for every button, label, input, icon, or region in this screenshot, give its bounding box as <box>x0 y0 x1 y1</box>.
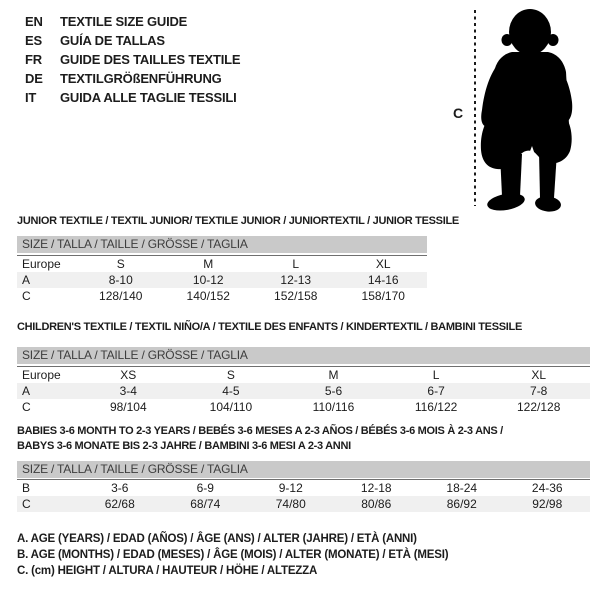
size-cell: 104/110 <box>209 400 253 414</box>
legend-height: C. (cm) HEIGHT / ALTURA / HAUTEUR / HÖHE / ALTEZZA <box>17 565 318 577</box>
size-cell: 5-6 <box>324 384 343 398</box>
size-cell: 8-10 <box>108 273 133 287</box>
size-cell: 140/152 <box>186 289 230 303</box>
size-cell: M <box>328 368 339 382</box>
language-label: GUÍA DE TALLAS <box>60 33 165 48</box>
children-section <box>17 320 590 415</box>
babies-size-header: SIZE / TALLA / TAILLE / GRÖSSE / TAGLIA <box>17 461 590 478</box>
size-cell: 18-24 <box>446 481 478 495</box>
size-cell: 3-4 <box>119 384 137 398</box>
legend-age-years: A. AGE (YEARS) / EDAD (AÑOS) / ÂGE (ANS) / ALTER (JAHRE) / ETÀ (ANNI) <box>17 533 417 545</box>
size-cell: 122/128 <box>516 400 561 414</box>
language-label: GUIDA ALLE TAGLIE TESSILI <box>60 90 237 105</box>
size-cell: S <box>226 368 235 382</box>
size-cell: 62/68 <box>104 497 135 511</box>
junior-size-header: SIZE / TALLA / TAILLE / GRÖSSE / TAGLIA <box>17 236 427 253</box>
size-cell: 74/80 <box>275 497 306 511</box>
table-row <box>17 367 590 384</box>
children-size-header: SIZE / TALLA / TAILLE / GRÖSSE / TAGLIA <box>17 347 590 364</box>
size-cell: M <box>203 257 214 271</box>
height-c-label: C <box>453 105 464 121</box>
language-code: ES <box>25 33 42 48</box>
table-row <box>17 288 427 304</box>
language-header <box>25 12 240 107</box>
row-label: C <box>22 400 31 414</box>
row-label: B <box>22 481 31 495</box>
junior-size-table <box>17 255 427 304</box>
babies-table-title-line2: BABYS 3-6 MONATE BIS 2-3 JAHRE / BAMBINI 3-6 MESI A 2-3 ANNI <box>17 440 351 452</box>
language-code: EN <box>25 14 43 29</box>
language-label: GUIDE DES TAILLES TEXTILE <box>60 52 241 67</box>
language-row-de <box>25 69 240 88</box>
language-label: TEXTILGRÖßENFÜHRUNG <box>60 71 222 86</box>
junior-table-title: JUNIOR TEXTILE / TEXTIL JUNIOR/ TEXTILE JUNIOR / JUNIORTEXTIL / JUNIOR TESSILE <box>17 215 459 227</box>
row-label: A <box>22 384 31 398</box>
size-cell: 6-7 <box>427 384 445 398</box>
size-cell: 92/98 <box>532 497 563 511</box>
table-row <box>17 496 590 512</box>
size-cell: 24-36 <box>531 481 563 495</box>
language-code: IT <box>25 90 37 105</box>
size-cell: 116/122 <box>414 400 458 414</box>
language-row-es <box>25 31 240 50</box>
language-code: FR <box>25 52 42 67</box>
size-cell: 68/74 <box>190 497 221 511</box>
size-cell: XL <box>375 257 391 271</box>
children-size-table <box>17 366 590 415</box>
language-code: DE <box>25 71 43 86</box>
table-row <box>17 272 427 288</box>
row-label: Europe <box>22 368 61 382</box>
size-cell: 4-5 <box>222 384 240 398</box>
size-cell: S <box>116 257 125 271</box>
size-cell: 6-9 <box>196 481 214 495</box>
legend <box>17 531 448 579</box>
size-cell: 80/86 <box>361 497 392 511</box>
size-cell: 14-16 <box>367 273 399 287</box>
language-row-en <box>25 12 240 31</box>
row-label: A <box>22 273 31 287</box>
size-cell: 110/116 <box>312 400 355 414</box>
size-cell: XL <box>531 368 547 382</box>
row-label: Europe <box>22 257 61 271</box>
size-cell: 128/140 <box>99 289 143 303</box>
size-cell: L <box>292 257 300 271</box>
babies-section <box>17 424 590 512</box>
legend-age-months: B. AGE (MONTHS) / EDAD (MESES) / ÂGE (MOIS) / ALTER (MONATE) / ETÀ (MESI) <box>17 549 449 561</box>
size-cell: 10-12 <box>192 273 224 287</box>
size-cell: XS <box>120 368 137 382</box>
babies-size-table <box>17 479 590 512</box>
language-row-it <box>25 88 240 107</box>
language-label: TEXTILE SIZE GUIDE <box>60 14 188 29</box>
toddler-figure <box>481 9 572 213</box>
table-row <box>17 383 590 399</box>
row-label: C <box>22 289 31 303</box>
row-label: C <box>22 497 31 511</box>
size-cell: 3-6 <box>111 481 129 495</box>
children-table-title: CHILDREN'S TEXTILE / TEXTIL NIÑO/A / TEXTILE DES ENFANTS / KINDERTEXTIL / BAMBINI TESSILE <box>17 321 522 333</box>
size-cell: 9-12 <box>278 481 303 495</box>
size-cell: 12-18 <box>360 481 392 495</box>
language-row-fr <box>25 50 240 69</box>
junior-section <box>17 214 459 304</box>
table-row <box>17 480 590 497</box>
baby-silhouette <box>440 4 590 214</box>
table-row <box>17 399 590 415</box>
size-cell: 158/170 <box>361 289 405 303</box>
size-cell: 86/92 <box>446 497 477 511</box>
size-cell: L <box>432 368 440 382</box>
table-row <box>17 256 427 273</box>
size-cell: 152/158 <box>274 289 318 303</box>
size-cell: 98/104 <box>109 400 147 414</box>
babies-table-title-line1: BABIES 3-6 MONTH TO 2-3 YEARS / BEBÉS 3-6 MESES A 2-3 AÑOS / BÉBÉS 3-6 MOIS À 2-3 ANS / <box>17 425 503 437</box>
size-cell: 7-8 <box>530 384 548 398</box>
size-cell: 12-13 <box>280 273 312 287</box>
